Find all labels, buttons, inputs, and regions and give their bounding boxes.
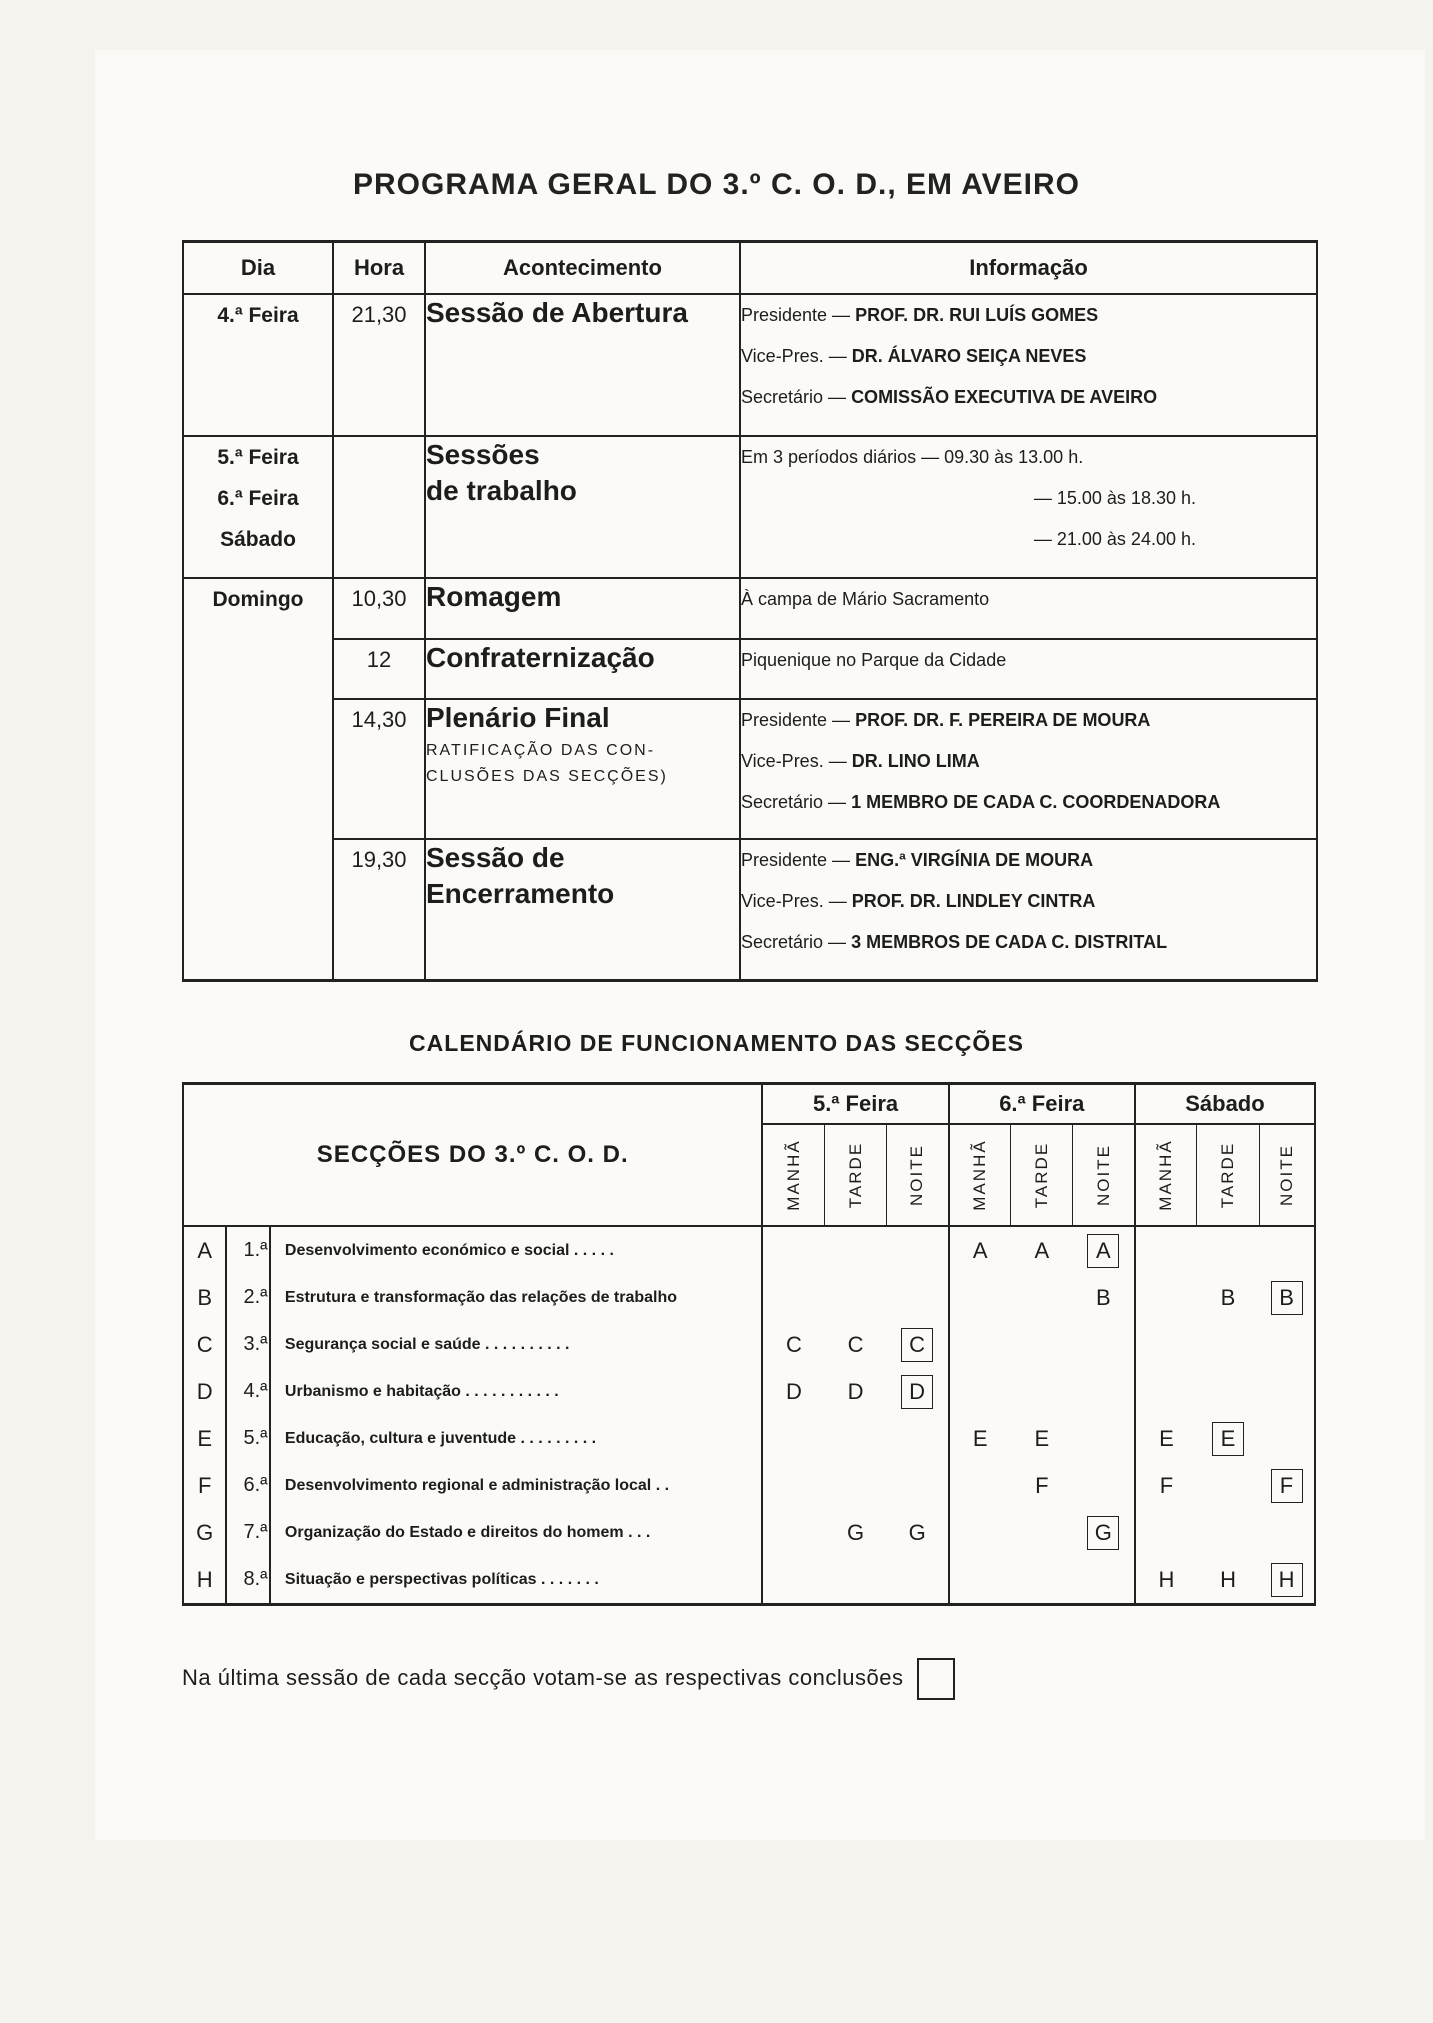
footnote: Na última sessão de cada secção votam-se as respectivas conclusões	[182, 1658, 955, 1700]
section-description: Desenvolvimento económico e social . . . . .	[284, 1241, 614, 1259]
schedule-cell	[1135, 1274, 1197, 1321]
schedule-cell	[1073, 1415, 1135, 1462]
schedule-cell	[1135, 1321, 1197, 1368]
info-line: Vice-Pres. — DR. LINO LIMA	[741, 751, 980, 771]
table-row	[183, 1321, 1315, 1368]
section-number: 6.ª	[226, 1462, 269, 1509]
cell-evento: Confraternização	[425, 639, 740, 699]
section-number: 5.ª	[226, 1415, 269, 1462]
cell-evento: Sessões de trabalho	[425, 436, 740, 578]
table-row	[183, 294, 1317, 436]
schedule-cell	[1197, 1415, 1259, 1462]
schedule-cell	[825, 1415, 887, 1462]
period-header: MANHÃ	[949, 1124, 1011, 1226]
info-line: Presidente — PROF. DR. RUI LUÍS GOMES	[741, 305, 1099, 325]
schedule-cell: E	[949, 1415, 1011, 1462]
schedule-cell: C	[847, 1331, 864, 1357]
schedule-cell	[1073, 1462, 1135, 1509]
vote-box: G	[1087, 1516, 1119, 1550]
schedule-cell: H	[1135, 1556, 1197, 1605]
schedule-cell: F	[1035, 1472, 1049, 1498]
cell-info: Piquenique no Parque da Cidade	[740, 639, 1317, 699]
vote-box: D	[901, 1375, 933, 1409]
cell-evento: Romagem	[425, 578, 740, 639]
schedule-cell	[825, 1556, 887, 1605]
schedule-cell	[1197, 1321, 1259, 1368]
schedule-cell	[1073, 1556, 1135, 1605]
schedule-cell: B	[1220, 1284, 1236, 1310]
schedule-cell	[887, 1415, 949, 1462]
sections-header: SECÇÕES DO 3.º C. O. D.	[183, 1084, 762, 1227]
schedule-cell	[762, 1556, 824, 1605]
day-header: Sábado	[1135, 1084, 1315, 1125]
period-header: NOITE	[887, 1124, 949, 1226]
section-number: 7.ª	[226, 1509, 269, 1556]
table-row	[183, 1368, 1315, 1415]
schedule-cell	[1197, 1226, 1259, 1274]
table-row	[183, 1462, 1315, 1509]
schedule-cell	[1259, 1556, 1315, 1605]
period-header: NOITE	[1259, 1124, 1315, 1226]
period-header: TARDE	[1197, 1124, 1259, 1226]
schedule-cell	[949, 1368, 1011, 1415]
schedule-cell	[1259, 1274, 1315, 1321]
period-header: MANHÃ	[1135, 1124, 1197, 1226]
cell-dia: 5.ª Feira 6.ª Feira Sábado	[183, 436, 333, 578]
schedule-cell	[1073, 1226, 1135, 1274]
section-letter: B	[183, 1274, 226, 1321]
table-row	[183, 839, 1317, 981]
schedule-cell	[887, 1321, 949, 1368]
schedule-cell: F	[1135, 1462, 1197, 1509]
schedule-cell	[1011, 1556, 1073, 1605]
schedule-cell	[949, 1321, 1011, 1368]
schedule-cell: E	[1034, 1425, 1050, 1451]
cell-info	[740, 294, 1317, 436]
section-letter: C	[183, 1321, 226, 1368]
cell-hora: 14,30	[333, 699, 425, 839]
schedule-cell	[1135, 1368, 1197, 1415]
section-number: 4.ª	[226, 1368, 269, 1415]
schedule-cell	[1259, 1509, 1315, 1556]
table-row	[183, 1509, 1315, 1556]
schedule-cell	[825, 1226, 887, 1274]
schedule-cell: E	[1135, 1415, 1197, 1462]
schedule-cell	[1135, 1226, 1197, 1274]
section-description: Desenvolvimento regional e administração local . .	[284, 1476, 670, 1494]
vote-box: F	[1271, 1469, 1303, 1503]
cell-evento: Sessão de Encerramento	[425, 839, 740, 981]
info-line: Presidente — ENG.ª VIRGÍNIA DE MOURA	[741, 850, 1094, 870]
section-description: Estrutura e transformação das relações de trabalho	[284, 1288, 678, 1306]
section-description: Situação e perspectivas políticas . . . . . . .	[284, 1570, 599, 1588]
schedule-cell	[1073, 1509, 1135, 1556]
schedule-cell	[1135, 1509, 1197, 1556]
schedule-cell	[1011, 1321, 1073, 1368]
schedule-cell	[1011, 1509, 1073, 1556]
cell-info: À campa de Mário Sacramento	[740, 578, 1317, 639]
period-header: NOITE	[1073, 1124, 1135, 1226]
schedule-cell	[1011, 1368, 1073, 1415]
cell-hora: 19,30	[333, 839, 425, 981]
schedule-cell	[762, 1226, 824, 1274]
section-description: Urbanismo e habitação . . . . . . . . . . .	[284, 1382, 559, 1400]
day-header: 5.ª Feira	[762, 1084, 948, 1125]
schedule-cell	[762, 1415, 824, 1462]
header-acontecimento: Acontecimento	[425, 242, 740, 295]
schedule-cell	[1259, 1462, 1315, 1509]
vote-box: A	[1087, 1234, 1119, 1268]
calendar-table	[182, 1082, 1316, 1606]
vote-box: H	[1271, 1563, 1303, 1597]
section-description: Organização do Estado e direitos do homem . . .	[284, 1523, 651, 1541]
schedule-cell	[887, 1274, 949, 1321]
schedule-cell: D	[847, 1378, 864, 1404]
info-line: Secretário — 1 MEMBRO DE CADA C. COORDENADORA	[741, 792, 1221, 812]
schedule-cell	[762, 1462, 824, 1509]
schedule-cell: B	[1096, 1284, 1111, 1310]
table-row	[183, 1226, 1315, 1274]
schedule-cell	[949, 1274, 1011, 1321]
info-line: Secretário — 3 MEMBROS DE CADA C. DISTRITAL	[741, 932, 1168, 952]
cell-evento: Sessão de Abertura	[425, 294, 740, 436]
section-letter: D	[183, 1368, 226, 1415]
program-header-row	[183, 242, 1317, 295]
section-letter: A	[183, 1226, 226, 1274]
calendar-day-row	[183, 1084, 1315, 1125]
page-title: PROGRAMA GERAL DO 3.º C. O. D., EM AVEIRO	[352, 168, 1080, 201]
header-hora: Hora	[333, 242, 425, 295]
schedule-cell: A	[949, 1226, 1011, 1274]
cell-hora: 10,30	[333, 578, 425, 639]
vote-box: B	[1271, 1281, 1303, 1315]
table-row	[183, 1274, 1315, 1321]
cell-hora	[333, 436, 425, 578]
schedule-cell: A	[1034, 1237, 1050, 1263]
schedule-cell	[1011, 1274, 1073, 1321]
schedule-cell	[887, 1462, 949, 1509]
cell-dia	[183, 699, 333, 839]
cell-dia	[183, 639, 333, 699]
calendar-title: CALENDÁRIO DE FUNCIONAMENTO DAS SECÇÕES	[409, 1030, 1024, 1056]
schedule-cell	[949, 1509, 1011, 1556]
section-number: 1.ª	[226, 1226, 269, 1274]
schedule-cell	[949, 1556, 1011, 1605]
schedule-cell: G	[908, 1519, 926, 1545]
info-line: Secretário — COMISSÃO EXECUTIVA DE AVEIRO	[741, 387, 1158, 407]
schedule-cell	[1073, 1321, 1135, 1368]
cell-dia: 4.ª Feira	[183, 294, 333, 436]
schedule-cell: C	[762, 1321, 824, 1368]
schedule-cell	[1197, 1509, 1259, 1556]
schedule-cell	[887, 1556, 949, 1605]
schedule-cell	[1259, 1368, 1315, 1415]
section-number: 2.ª	[226, 1274, 269, 1321]
schedule-cell	[1259, 1415, 1315, 1462]
schedule-cell: H	[1220, 1566, 1236, 1592]
header-informacao: Informação	[740, 242, 1317, 295]
vote-box-legend	[917, 1658, 955, 1700]
schedule-cell	[887, 1226, 949, 1274]
cell-hora: 12	[333, 639, 425, 699]
section-letter: F	[183, 1462, 226, 1509]
cell-info	[740, 699, 1317, 839]
schedule-cell	[762, 1509, 824, 1556]
schedule-cell	[825, 1274, 887, 1321]
info-line: Vice-Pres. — PROF. DR. LINDLEY CINTRA	[741, 891, 1096, 911]
schedule-cell	[825, 1462, 887, 1509]
day-header: 6.ª Feira	[949, 1084, 1135, 1125]
table-row	[183, 1415, 1315, 1462]
vote-box: E	[1212, 1422, 1244, 1456]
section-description: Segurança social e saúde . . . . . . . . . .	[284, 1335, 570, 1353]
schedule-cell: D	[762, 1368, 824, 1415]
schedule-cell: G	[846, 1519, 865, 1545]
table-row	[183, 639, 1317, 699]
table-row	[183, 1556, 1315, 1605]
table-row	[183, 578, 1317, 639]
table-row	[183, 436, 1317, 578]
schedule-cell	[1073, 1368, 1135, 1415]
schedule-cell	[949, 1462, 1011, 1509]
info-line: Presidente — PROF. DR. F. PEREIRA DE MOURA	[741, 710, 1151, 730]
section-letter: E	[183, 1415, 226, 1462]
section-description: Educação, cultura e juventude . . . . . . . . .	[284, 1429, 597, 1447]
table-row	[183, 699, 1317, 839]
header-dia: Dia	[183, 242, 333, 295]
section-number: 3.ª	[226, 1321, 269, 1368]
cell-info	[740, 839, 1317, 981]
schedule-cell	[1197, 1462, 1259, 1509]
vote-box: C	[901, 1328, 933, 1362]
period-header: MANHÃ	[762, 1124, 824, 1226]
cell-evento: Plenário Final RATIFICAÇÃO DAS CON- CLUSÕES DAS SECÇÕES)	[425, 699, 740, 839]
schedule-cell	[887, 1368, 949, 1415]
info-line: Vice-Pres. — DR. ÁLVARO SEIÇA NEVES	[741, 346, 1087, 366]
cell-info: Em 3 períodos diários — 09.30 às 13.00 h. — 15.00 às 18.30 h. — 21.00 às 24.00 h.	[740, 436, 1317, 578]
period-header: TARDE	[825, 1124, 887, 1226]
schedule-cell	[1259, 1321, 1315, 1368]
section-number: 8.ª	[226, 1556, 269, 1605]
cell-hora: 21,30	[333, 294, 425, 436]
schedule-cell	[1259, 1226, 1315, 1274]
cell-dia: Domingo	[183, 578, 333, 639]
section-letter: H	[183, 1556, 226, 1605]
cell-dia	[183, 839, 333, 981]
program-table	[182, 240, 1318, 982]
section-letter: G	[183, 1509, 226, 1556]
schedule-cell	[762, 1274, 824, 1321]
period-header: TARDE	[1011, 1124, 1073, 1226]
schedule-cell	[1197, 1368, 1259, 1415]
